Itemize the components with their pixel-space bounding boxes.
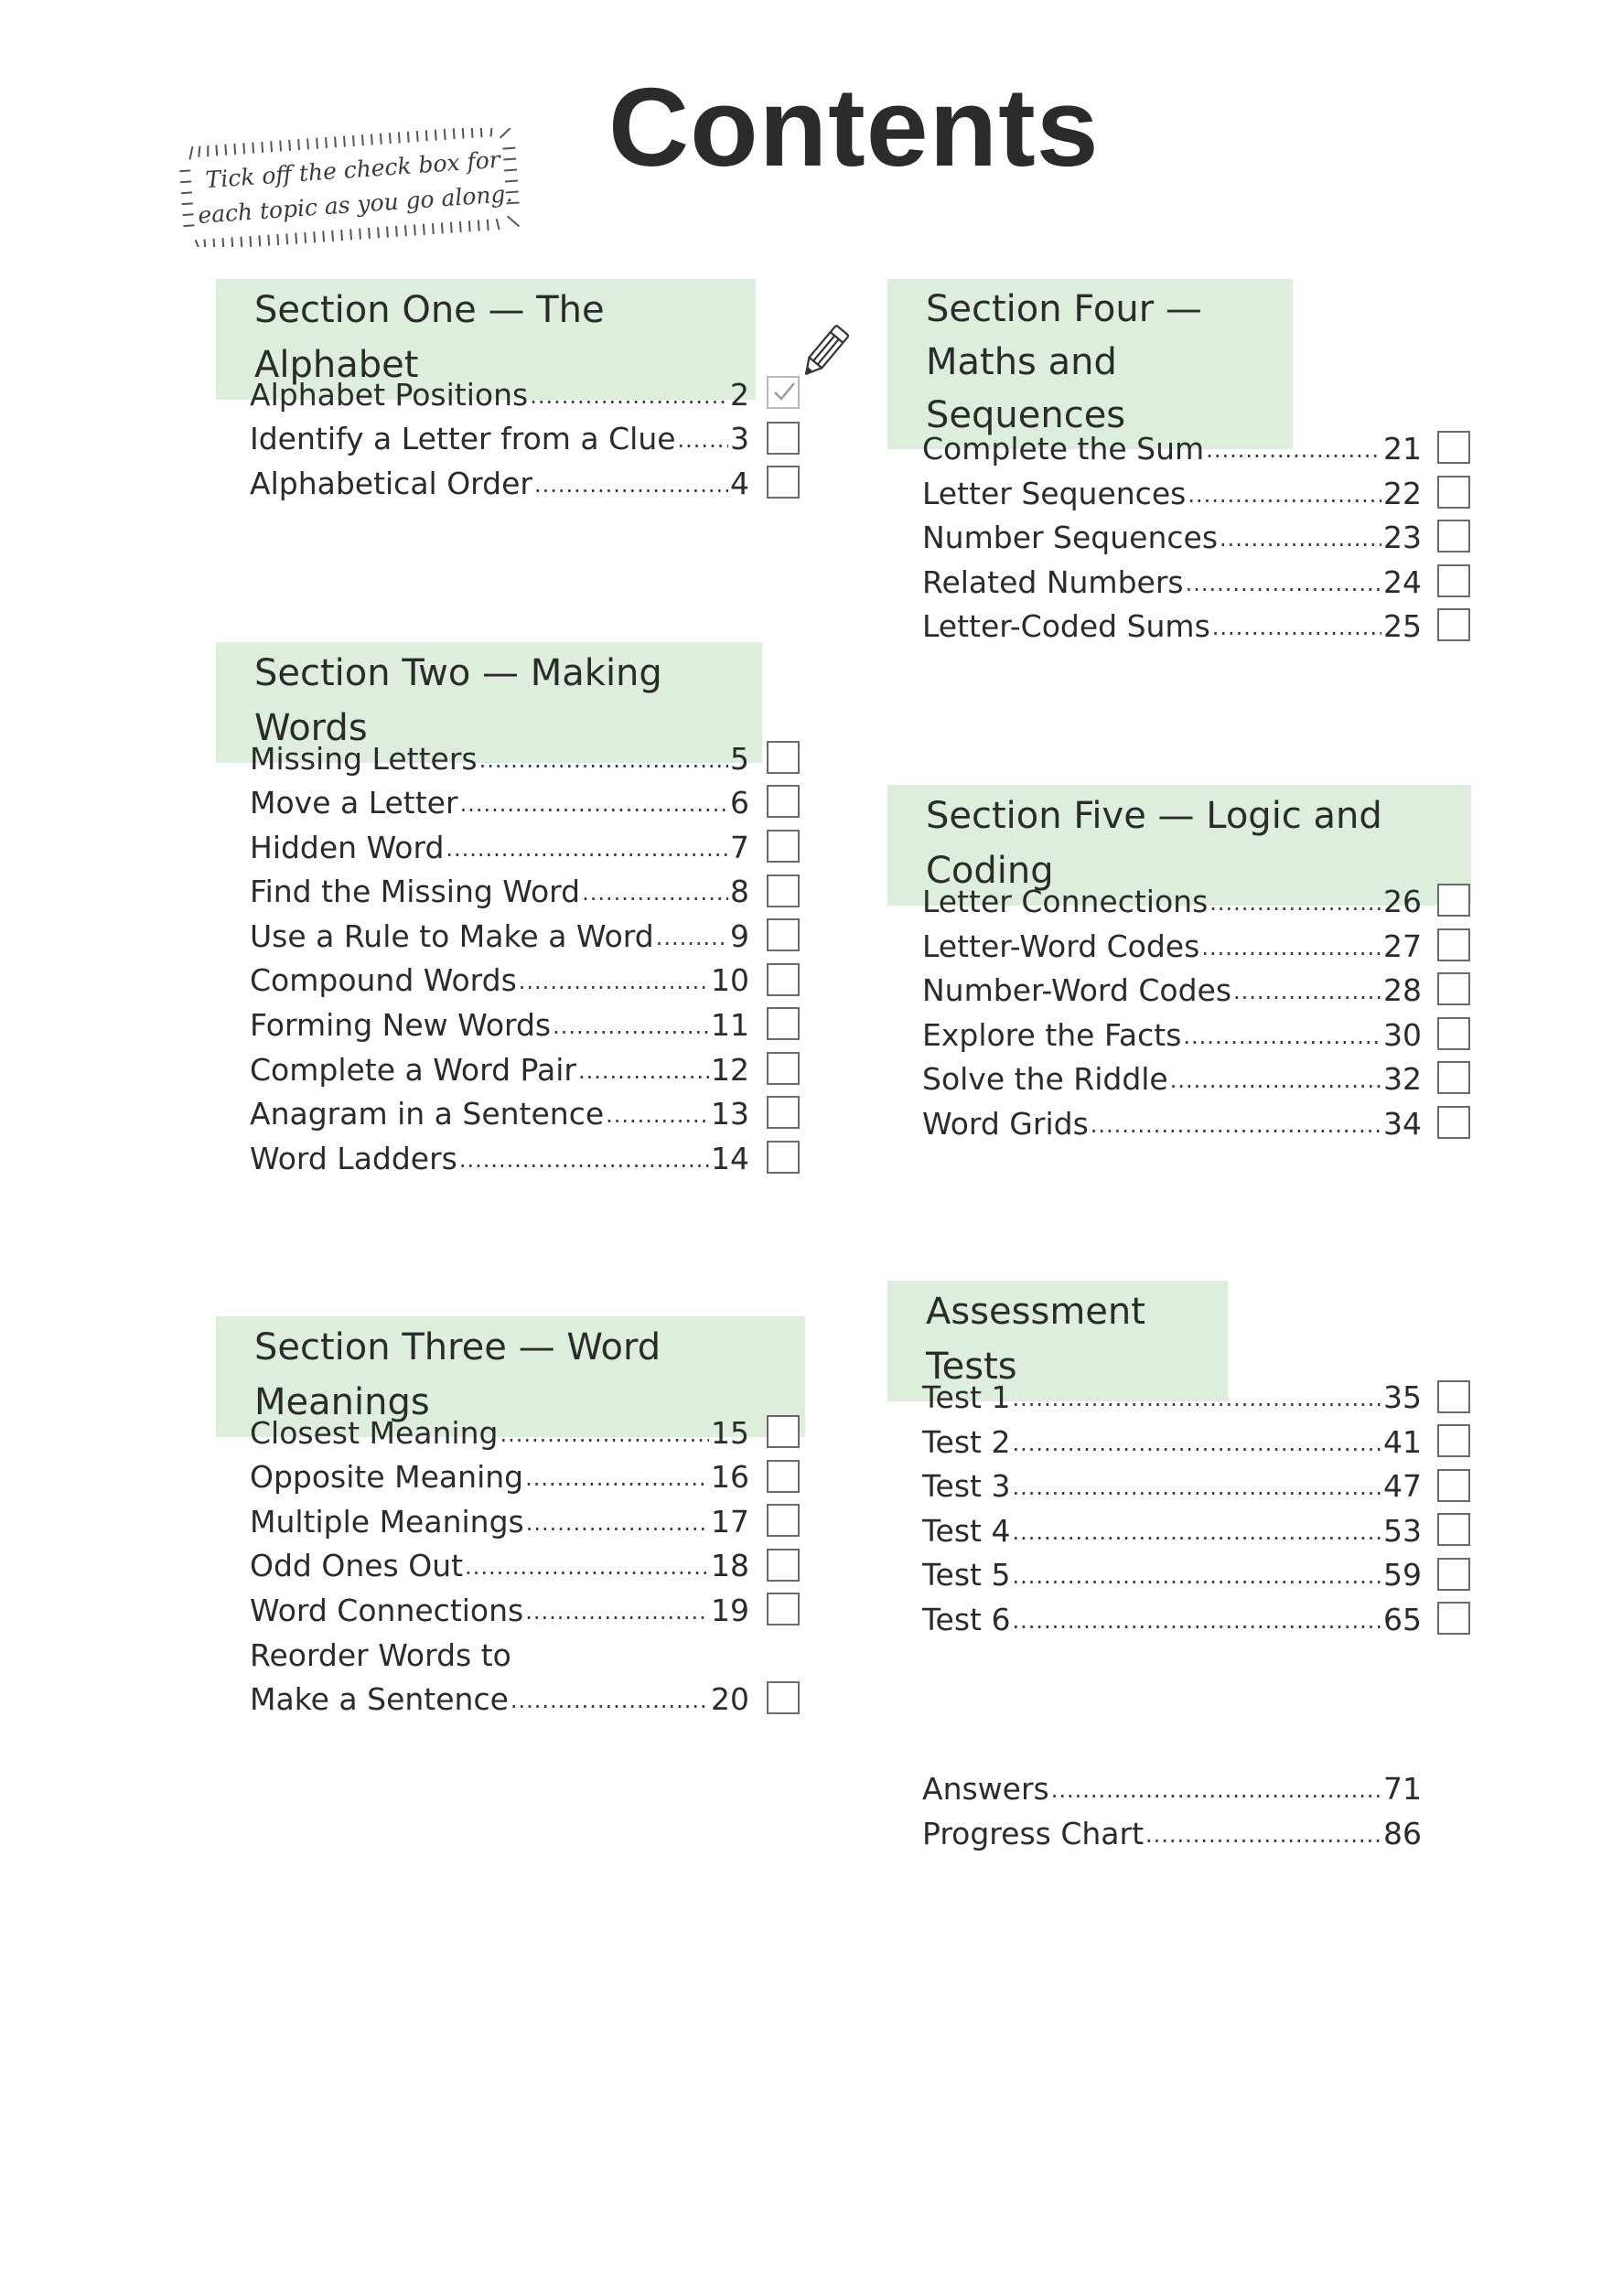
leader-dots <box>525 1465 709 1498</box>
toc-entry-page: 28 <box>1383 971 1422 1008</box>
toc-entry-label: Opposite Meaning <box>250 1458 524 1495</box>
section-four-header <box>887 279 1293 449</box>
leader-dots <box>1188 482 1381 515</box>
topic-checkbox[interactable] <box>1437 1602 1470 1635</box>
toc-entry-label: Test 5 <box>922 1556 1011 1593</box>
toc-entry-label: Letter Sequences <box>922 475 1187 511</box>
toc-entry-page: 34 <box>1383 1105 1422 1142</box>
topic-checkbox[interactable] <box>1437 608 1470 641</box>
toc-entry-label: Hidden Word <box>250 829 445 865</box>
topic-checkbox[interactable] <box>1437 564 1470 597</box>
toc-entry[interactable] <box>922 426 1422 470</box>
toc-entry-page: 5 <box>730 740 749 777</box>
toc-entry-label: Letter-Coded Sums <box>922 607 1210 644</box>
leader-dots <box>479 747 728 780</box>
toc-entry-page: 26 <box>1383 883 1422 919</box>
toc-entry-answers[interactable] <box>922 1766 1422 1810</box>
leader-dots <box>1012 1431 1381 1464</box>
toc-entry-label: Make a Sentence <box>250 1680 509 1717</box>
toc-entry-label: Multiple Meanings <box>250 1503 524 1540</box>
toc-entry[interactable] <box>250 1454 749 1498</box>
topic-checkbox[interactable] <box>1437 1106 1470 1139</box>
toc-entry[interactable] <box>922 1375 1422 1419</box>
page-title: Contents <box>608 65 1100 189</box>
topic-checkbox[interactable] <box>767 1549 800 1582</box>
toc-entry[interactable] <box>922 1597 1422 1641</box>
toc-entry[interactable] <box>250 780 749 824</box>
toc-entry-page: 17 <box>711 1503 749 1540</box>
toc-entry-label: Explore the Facts <box>922 1016 1182 1053</box>
leader-dots <box>500 1422 709 1454</box>
topic-checkbox[interactable] <box>1437 884 1470 917</box>
toc-entry[interactable] <box>922 1057 1422 1100</box>
topic-checkbox[interactable] <box>767 963 800 996</box>
leader-dots <box>525 1599 709 1632</box>
topic-checkbox[interactable] <box>1437 1469 1470 1502</box>
topic-checkbox[interactable] <box>767 1593 800 1625</box>
topic-checkbox[interactable] <box>1437 1513 1470 1546</box>
topic-checkbox[interactable] <box>767 741 800 774</box>
toc-entry-page: 16 <box>711 1458 749 1495</box>
toc-entry-label: Word Ladders <box>250 1140 457 1176</box>
toc-entry-page: 22 <box>1383 475 1422 511</box>
toc-entry-page: 18 <box>711 1547 749 1583</box>
toc-entry-label: Odd Ones Out <box>250 1547 464 1583</box>
toc-entry[interactable] <box>250 1047 749 1091</box>
leader-dots <box>1091 1112 1381 1145</box>
leader-dots <box>1012 1608 1381 1641</box>
toc-entry-label: Word Grids <box>922 1105 1089 1142</box>
topic-checkbox[interactable] <box>767 1415 800 1448</box>
toc-entry-label: Solve the Riddle <box>922 1060 1168 1097</box>
toc-entry-label: Use a Rule to Make a Word <box>250 917 654 954</box>
toc-entry-label: Closest Meaning <box>250 1414 499 1451</box>
toc-entry-page: 25 <box>1383 607 1422 644</box>
pencil-icon <box>796 320 853 384</box>
section-four-title-line1: Section Four — <box>926 288 1202 330</box>
toc-entry[interactable] <box>922 924 1422 968</box>
toc-entry[interactable] <box>250 1136 749 1180</box>
toc-entry[interactable] <box>250 958 749 1002</box>
leader-dots <box>530 383 728 416</box>
topic-checkbox[interactable] <box>767 376 800 409</box>
leader-dots <box>1209 890 1381 923</box>
toc-entry-page: 3 <box>730 420 749 456</box>
leader-dots <box>446 836 728 869</box>
topic-checkbox[interactable] <box>1437 1558 1470 1591</box>
topic-checkbox[interactable] <box>1437 1017 1470 1050</box>
topic-checkbox[interactable] <box>1437 972 1470 1005</box>
section-two-title: Section Two — Making Words <box>254 652 662 749</box>
topic-checkbox[interactable] <box>767 1141 800 1174</box>
assessment-tests-title: Assessment Tests <box>926 1291 1145 1388</box>
toc-entry[interactable] <box>250 869 749 913</box>
toc-entry-page: 13 <box>711 1095 749 1132</box>
toc-entry-page: 35 <box>1383 1379 1422 1415</box>
toc-entry-line1 <box>250 1633 749 1677</box>
topic-checkbox[interactable] <box>767 918 800 951</box>
toc-entry-page: 19 <box>711 1592 749 1628</box>
toc-entry-label: Answers <box>922 1770 1049 1807</box>
topic-checkbox[interactable] <box>767 1096 800 1129</box>
toc-entry[interactable] <box>250 416 749 460</box>
toc-entry[interactable] <box>922 560 1422 604</box>
leader-dots <box>511 1688 709 1721</box>
toc-entry-page: 21 <box>1383 430 1422 467</box>
leader-dots <box>578 1058 709 1091</box>
toc-entry-label: Word Connections <box>250 1592 524 1628</box>
topic-checkbox[interactable] <box>767 422 800 455</box>
topic-checkbox[interactable] <box>1437 1424 1470 1457</box>
leader-dots <box>656 925 728 958</box>
toc-entry[interactable] <box>922 604 1422 648</box>
toc-entry-label: Test 6 <box>922 1601 1011 1637</box>
toc-entry-page: 7 <box>730 829 749 865</box>
toc-entry-label: Anagram in a Sentence <box>250 1095 605 1132</box>
toc-entry-page: 30 <box>1383 1016 1422 1053</box>
topic-checkbox[interactable] <box>1437 520 1470 553</box>
topic-checkbox[interactable] <box>767 1504 800 1537</box>
toc-entry-label: Letter Connections <box>922 883 1209 919</box>
toc-entry-label: Letter-Word Codes <box>922 928 1200 964</box>
toc-entry-page: 27 <box>1383 928 1422 964</box>
toc-entry-label: Test 4 <box>922 1512 1011 1549</box>
tick-note-line2: each topic as you go along. <box>197 179 514 229</box>
leader-dots <box>606 1102 709 1135</box>
section-three-title: Section Three — Word Meanings <box>254 1326 661 1423</box>
toc-entry[interactable] <box>922 1464 1422 1507</box>
toc-entry-page: 23 <box>1383 519 1422 555</box>
check-mark-icon <box>771 379 797 404</box>
toc-entry-progress-chart[interactable] <box>922 1811 1422 1855</box>
toc-entry-label: Test 2 <box>922 1423 1011 1460</box>
toc-entry-label: Number-Word Codes <box>922 971 1232 1008</box>
toc-entry-label: Alphabet Positions <box>250 376 529 413</box>
toc-entry-page: 71 <box>1383 1770 1422 1807</box>
toc-entry[interactable] <box>250 914 749 958</box>
topic-checkbox[interactable] <box>767 830 800 863</box>
section-five-title: Section Five — Logic and Coding <box>926 795 1382 892</box>
toc-entry-page: 14 <box>711 1140 749 1176</box>
topic-checkbox[interactable] <box>767 1681 800 1714</box>
toc-entry[interactable] <box>250 736 749 780</box>
toc-entry-page: 59 <box>1383 1556 1422 1593</box>
topic-checkbox[interactable] <box>1437 1380 1470 1413</box>
toc-entry-page: 86 <box>1383 1815 1422 1851</box>
leader-dots <box>1186 571 1381 604</box>
leader-dots <box>1012 1519 1381 1552</box>
leader-dots <box>460 791 728 824</box>
toc-entry-page: 65 <box>1383 1601 1422 1637</box>
toc-entry-label: Related Numbers <box>922 563 1184 600</box>
toc-entry-page: 53 <box>1383 1512 1422 1549</box>
toc-entry[interactable] <box>250 1588 749 1632</box>
toc-entry-page: 24 <box>1383 563 1422 600</box>
toc-entry[interactable] <box>922 471 1422 515</box>
toc-entry[interactable] <box>250 461 749 505</box>
toc-entry[interactable] <box>250 1411 749 1454</box>
leader-dots <box>526 1510 709 1543</box>
leader-dots <box>1145 1822 1381 1855</box>
leader-dots <box>1183 1024 1381 1057</box>
toc-entry[interactable] <box>250 1499 749 1543</box>
leader-dots <box>1051 1777 1381 1810</box>
toc-entry-label: Test 3 <box>922 1467 1011 1504</box>
toc-entry-label: Compound Words <box>250 961 517 998</box>
toc-entry[interactable] <box>922 968 1422 1012</box>
leader-dots <box>1170 1068 1381 1100</box>
toc-entry-label: Move a Letter <box>250 784 458 821</box>
leader-dots <box>1012 1386 1381 1419</box>
toc-entry[interactable] <box>250 1091 749 1135</box>
toc-entry-label: Progress Chart <box>922 1815 1145 1851</box>
toc-entry[interactable] <box>922 879 1422 923</box>
leader-dots <box>534 472 728 505</box>
topic-checkbox[interactable] <box>767 874 800 907</box>
toc-entry[interactable] <box>922 1420 1422 1464</box>
topic-checkbox[interactable] <box>767 1052 800 1085</box>
toc-entry-page: 2 <box>730 376 749 413</box>
toc-entry-page: 6 <box>730 784 749 821</box>
leader-dots <box>1212 615 1381 648</box>
toc-entry[interactable] <box>922 515 1422 559</box>
topic-checkbox[interactable] <box>1437 1061 1470 1094</box>
leader-dots <box>459 1147 709 1180</box>
topic-checkbox[interactable] <box>767 785 800 818</box>
toc-entry-label: Missing Letters <box>250 740 478 777</box>
tick-note-line1: Tick off the check box for <box>204 145 501 194</box>
section-four-title-line2: Maths and Sequences <box>926 341 1126 436</box>
toc-entry-page: 10 <box>711 961 749 998</box>
toc-entry-page: 20 <box>711 1680 749 1717</box>
toc-entry-page: 9 <box>730 917 749 954</box>
topic-checkbox[interactable] <box>767 1007 800 1040</box>
toc-entry[interactable] <box>250 1677 749 1721</box>
topic-checkbox[interactable] <box>1437 431 1470 464</box>
toc-entry[interactable] <box>922 1552 1422 1596</box>
toc-entry-label: Complete a Word Pair <box>250 1051 576 1088</box>
topic-checkbox[interactable] <box>767 466 800 499</box>
topic-checkbox[interactable] <box>1437 928 1470 961</box>
toc-entry-label: Forming New Words <box>250 1006 552 1043</box>
toc-entry[interactable] <box>922 1013 1422 1057</box>
topic-checkbox[interactable] <box>767 1460 800 1493</box>
leader-dots <box>1201 935 1381 968</box>
leader-dots <box>1206 437 1381 470</box>
toc-entry-page: 32 <box>1383 1060 1422 1097</box>
leader-dots <box>582 880 728 913</box>
toc-entry-label: Identify a Letter from a Clue <box>250 420 676 456</box>
leader-dots <box>1220 526 1381 559</box>
tick-note <box>176 128 532 247</box>
leader-dots <box>1233 979 1381 1012</box>
toc-entry-label-line1: Reorder Words to <box>250 1636 511 1673</box>
leader-dots <box>1012 1563 1381 1596</box>
toc-entry-page: 12 <box>711 1051 749 1088</box>
toc-entry-label: Test 1 <box>922 1379 1011 1415</box>
leader-dots <box>678 427 728 460</box>
toc-entry-page: 8 <box>730 873 749 909</box>
toc-entry[interactable] <box>922 1101 1422 1145</box>
toc-entry-label: Complete the Sum <box>922 430 1205 467</box>
leader-dots <box>519 969 709 1002</box>
toc-entry[interactable] <box>250 1003 749 1046</box>
toc-entry-label: Alphabetical Order <box>250 465 532 501</box>
toc-entry-page: 4 <box>730 465 749 501</box>
toc-entry-page: 47 <box>1383 1467 1422 1504</box>
toc-entry-page: 41 <box>1383 1423 1422 1460</box>
toc-entry[interactable] <box>250 372 749 416</box>
toc-entry[interactable] <box>250 1543 749 1587</box>
toc-entry[interactable] <box>250 825 749 869</box>
leader-dots <box>465 1554 709 1587</box>
section-one-title: Section One — The Alphabet <box>254 289 605 386</box>
toc-entry-page: 15 <box>711 1414 749 1451</box>
toc-entry-label: Find the Missing Word <box>250 873 581 909</box>
leader-dots <box>553 1014 709 1046</box>
toc-entry-page: 11 <box>711 1006 749 1043</box>
leader-dots <box>1012 1475 1381 1507</box>
topic-checkbox[interactable] <box>1437 476 1470 509</box>
toc-entry-label: Number Sequences <box>922 519 1219 555</box>
toc-entry[interactable] <box>922 1508 1422 1552</box>
